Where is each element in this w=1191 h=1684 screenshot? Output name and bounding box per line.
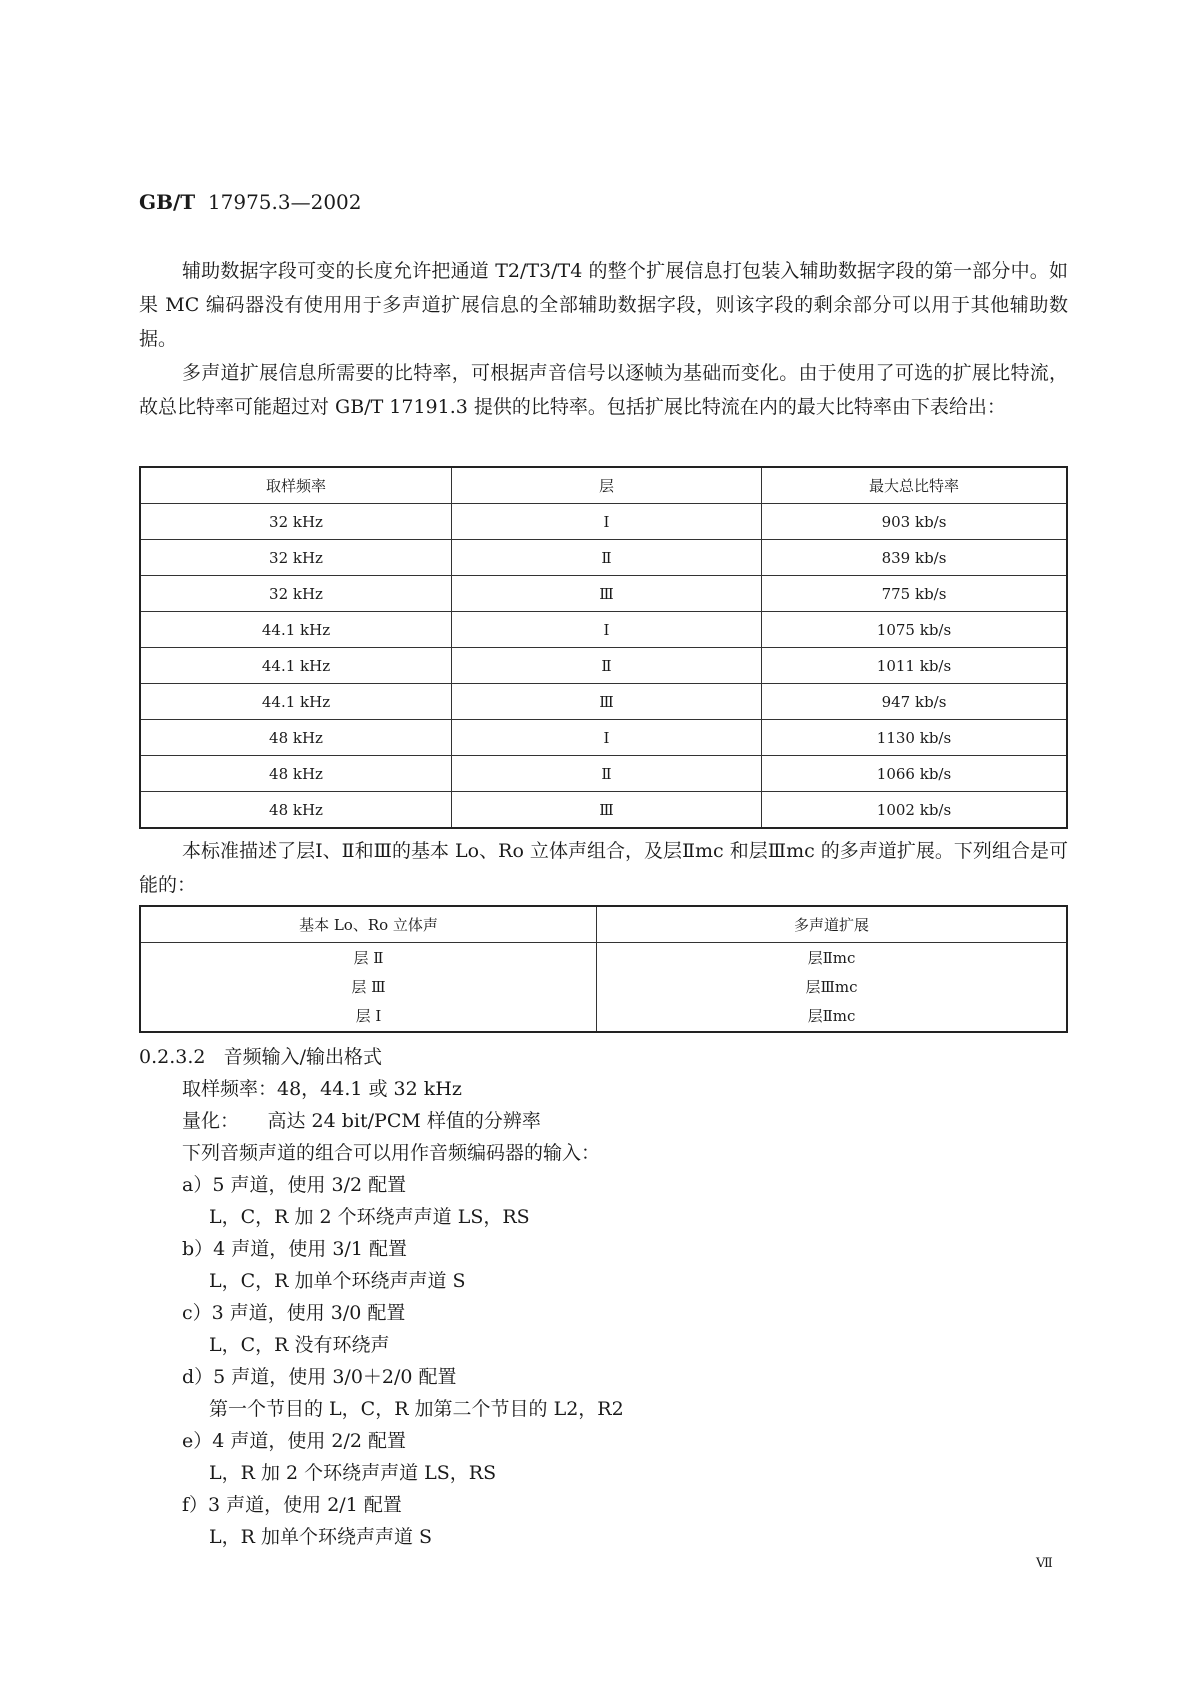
standard-prefix: GB/T — [139, 190, 196, 214]
cell-multichannel-layers — [597, 943, 1068, 1033]
cell: Ⅰ — [452, 504, 762, 540]
document-code — [139, 190, 362, 214]
cell: Ⅲ — [452, 792, 762, 829]
list-item-label: a）5 声道，使用 3/2 配置 — [182, 1174, 407, 1196]
cell: 32 kHz — [140, 540, 452, 576]
cell: 32 kHz — [140, 504, 452, 540]
cell: 1011 kb/s — [762, 648, 1068, 684]
cell: 48 kHz — [140, 792, 452, 829]
table-row — [140, 684, 1067, 720]
table-row — [140, 504, 1067, 540]
list-item-detail: L，C，R 加单个环绕声声道 S — [209, 1270, 466, 1292]
list-item-detail: L，C，R 加 2 个环绕声声道 LS，RS — [209, 1206, 530, 1228]
cell: 1002 kb/s — [762, 792, 1068, 829]
table-row — [140, 720, 1067, 756]
section-heading — [139, 1042, 382, 1069]
paragraph-combinations: 本标准描述了层Ⅰ、Ⅱ和Ⅲ的基本 Lo、Ro 立体声组合，及层Ⅱmc 和层Ⅲmc 的多声道扩展。下列组合是可能的： — [139, 840, 1068, 896]
text-line: 取样频率：48，44.1 或 32 kHz — [182, 1078, 462, 1100]
section-number: 0.2.3.2 — [139, 1046, 206, 1068]
list-item-detail: L，C，R 没有环绕声 — [209, 1334, 390, 1356]
header-cell: 层 — [452, 467, 762, 504]
cell: Ⅱ — [452, 648, 762, 684]
table-row — [140, 792, 1067, 829]
list-item-label: b）4 声道，使用 3/1 配置 — [182, 1238, 407, 1260]
header-cell: 取样频率 — [140, 467, 452, 504]
cell: 775 kb/s — [762, 576, 1068, 612]
list-item-detail: L，R 加单个环绕声声道 S — [209, 1526, 433, 1548]
text-line: 量化： 高达 24 bit/PCM 样值的分辨率 — [182, 1110, 541, 1132]
cell: 层 Ⅲ — [351, 977, 386, 996]
table-row — [140, 540, 1067, 576]
cell: 层Ⅱmc — [807, 948, 856, 967]
cell: 44.1 kHz — [140, 684, 452, 720]
cell: Ⅰ — [452, 720, 762, 756]
list-item-label: f）3 声道，使用 2/1 配置 — [182, 1494, 402, 1516]
table-row — [140, 576, 1067, 612]
layer-combination-table — [139, 905, 1068, 1033]
cell: Ⅰ — [452, 612, 762, 648]
cell: 839 kb/s — [762, 540, 1068, 576]
cell: Ⅲ — [452, 684, 762, 720]
table-header-row — [140, 906, 1067, 943]
paragraph-bitrate: 多声道扩展信息所需要的比特率，可根据声音信号以逐帧为基础而变化。由于使用了可选的扩展比特流，故总比特率可能超过对 GB/T 17191.3 提供的比特率。包括扩展比特流在内的最大比特率由下表给出： — [139, 362, 1068, 418]
paragraph-aux-data: 辅助数据字段可变的长度允许把通道 T2/T3/T4 的整个扩展信息打包装入辅助数据字段的第一部分中。如果 MC 编码器没有使用用于多声道扩展信息的全部辅助数据字段，则该字段的剩余部分可以用于其他辅助数据。 — [139, 260, 1068, 350]
header-cell: 基本 Lo、Ro 立体声 — [140, 906, 597, 943]
table-row — [140, 648, 1067, 684]
cell: 32 kHz — [140, 576, 452, 612]
cell: 48 kHz — [140, 756, 452, 792]
page-number: Ⅶ — [1036, 1556, 1053, 1571]
cell-basic-layers — [140, 943, 597, 1033]
cell: 层 Ⅰ — [355, 1006, 382, 1025]
cell: 947 kb/s — [762, 684, 1068, 720]
cell: Ⅲ — [452, 576, 762, 612]
cell: 48 kHz — [140, 720, 452, 756]
standard-number: 17975.3—2002 — [207, 190, 362, 214]
cell: 层Ⅲmc — [805, 977, 858, 996]
list-item-detail: L，R 加 2 个环绕声声道 LS，RS — [209, 1462, 497, 1484]
header-cell: 多声道扩展 — [597, 906, 1068, 943]
cell: 1130 kb/s — [762, 720, 1068, 756]
cell: 层Ⅱmc — [807, 1006, 856, 1025]
cell: 44.1 kHz — [140, 648, 452, 684]
table-header-row — [140, 467, 1067, 504]
cell: Ⅱ — [452, 540, 762, 576]
table-row — [140, 943, 1067, 1033]
cell: Ⅱ — [452, 756, 762, 792]
cell: 1075 kb/s — [762, 612, 1068, 648]
list-item-label: c）3 声道，使用 3/0 配置 — [182, 1302, 406, 1324]
text-line: 下列音频声道的组合可以用作音频编码器的输入： — [182, 1142, 601, 1164]
list-item-detail: 第一个节目的 L，C，R 加第二个节目的 L2，R2 — [209, 1398, 624, 1420]
table-row — [140, 612, 1067, 648]
list-item-label: d）5 声道，使用 3/0＋2/0 配置 — [182, 1366, 457, 1388]
cell: 903 kb/s — [762, 504, 1068, 540]
cell: 1066 kb/s — [762, 756, 1068, 792]
max-bitrate-table — [139, 466, 1068, 829]
cell: 层 Ⅱ — [353, 948, 384, 967]
list-item-label: e）4 声道，使用 2/2 配置 — [182, 1430, 407, 1452]
section-title: 音频输入/输出格式 — [223, 1046, 383, 1068]
cell: 44.1 kHz — [140, 612, 452, 648]
table-row — [140, 756, 1067, 792]
header-cell: 最大总比特率 — [762, 467, 1068, 504]
